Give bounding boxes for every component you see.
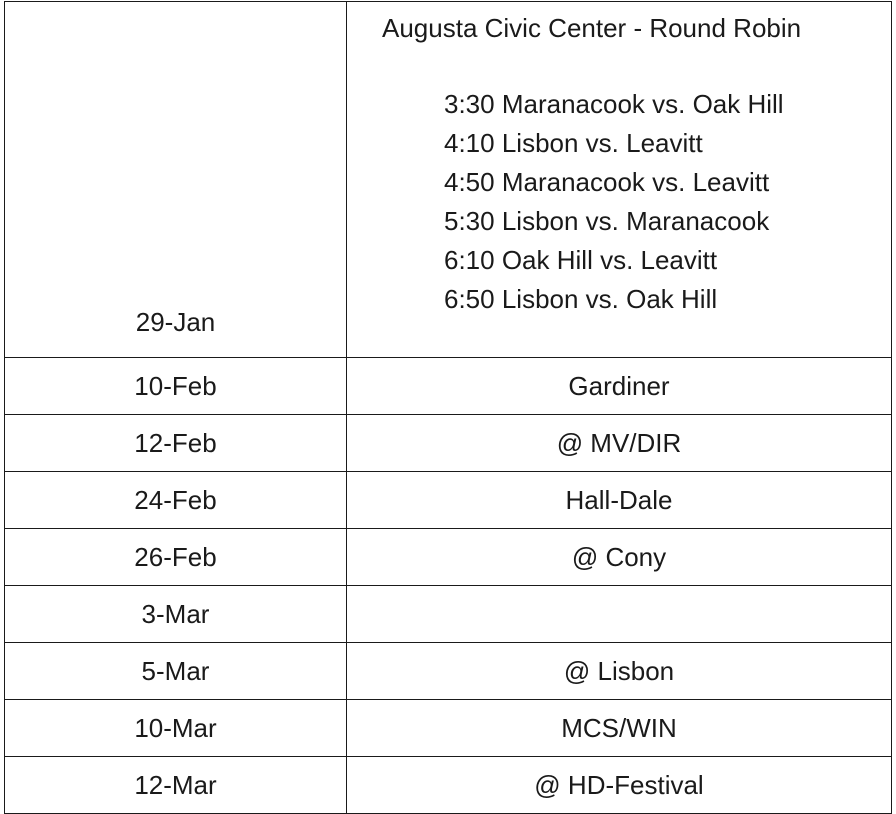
event-cell (347, 2, 892, 358)
game-item: 4:10 Lisbon vs. Leavitt (444, 128, 703, 158)
table-row (5, 757, 892, 814)
date-cell: 12-Mar (5, 757, 347, 814)
date-cell: 12-Feb (5, 415, 347, 472)
table-row (5, 529, 892, 586)
event-cell: @ Lisbon (347, 643, 892, 700)
table-row (5, 643, 892, 700)
date-cell: 26-Feb (5, 529, 347, 586)
event-cell: Gardiner (347, 358, 892, 415)
schedule-table (4, 1, 892, 814)
table-row (5, 358, 892, 415)
game-item: 5:30 Lisbon vs. Maranacook (444, 206, 770, 236)
round-robin-title: Augusta Civic Center - Round Robin (382, 13, 802, 43)
game-item: 6:50 Lisbon vs. Oak Hill (444, 284, 718, 314)
date-cell: 5-Mar (5, 643, 347, 700)
event-cell: MCS/WIN (347, 700, 892, 757)
date-cell: 10-Mar (5, 700, 347, 757)
table-row (5, 700, 892, 757)
game-item: 3:30 Maranacook vs. Oak Hill (444, 89, 784, 119)
table-row (5, 2, 892, 358)
table-row (5, 472, 892, 529)
date-cell: 24-Feb (5, 472, 347, 529)
date-cell: 3-Mar (5, 586, 347, 643)
date-cell: 29-Jan (5, 2, 347, 358)
event-cell: @ MV/DIR (347, 415, 892, 472)
table-row (5, 415, 892, 472)
game-item: 4:50 Maranacook vs. Leavitt (444, 167, 770, 197)
spacer (347, 46, 891, 85)
table-row (5, 586, 892, 643)
event-cell (347, 586, 892, 643)
event-cell: Hall-Dale (347, 472, 892, 529)
date-cell: 10-Feb (5, 358, 347, 415)
event-cell: @ HD-Festival (347, 757, 892, 814)
event-cell: @ Cony (347, 529, 892, 586)
game-item: 6:10 Oak Hill vs. Leavitt (444, 245, 718, 275)
game-list (347, 85, 891, 319)
